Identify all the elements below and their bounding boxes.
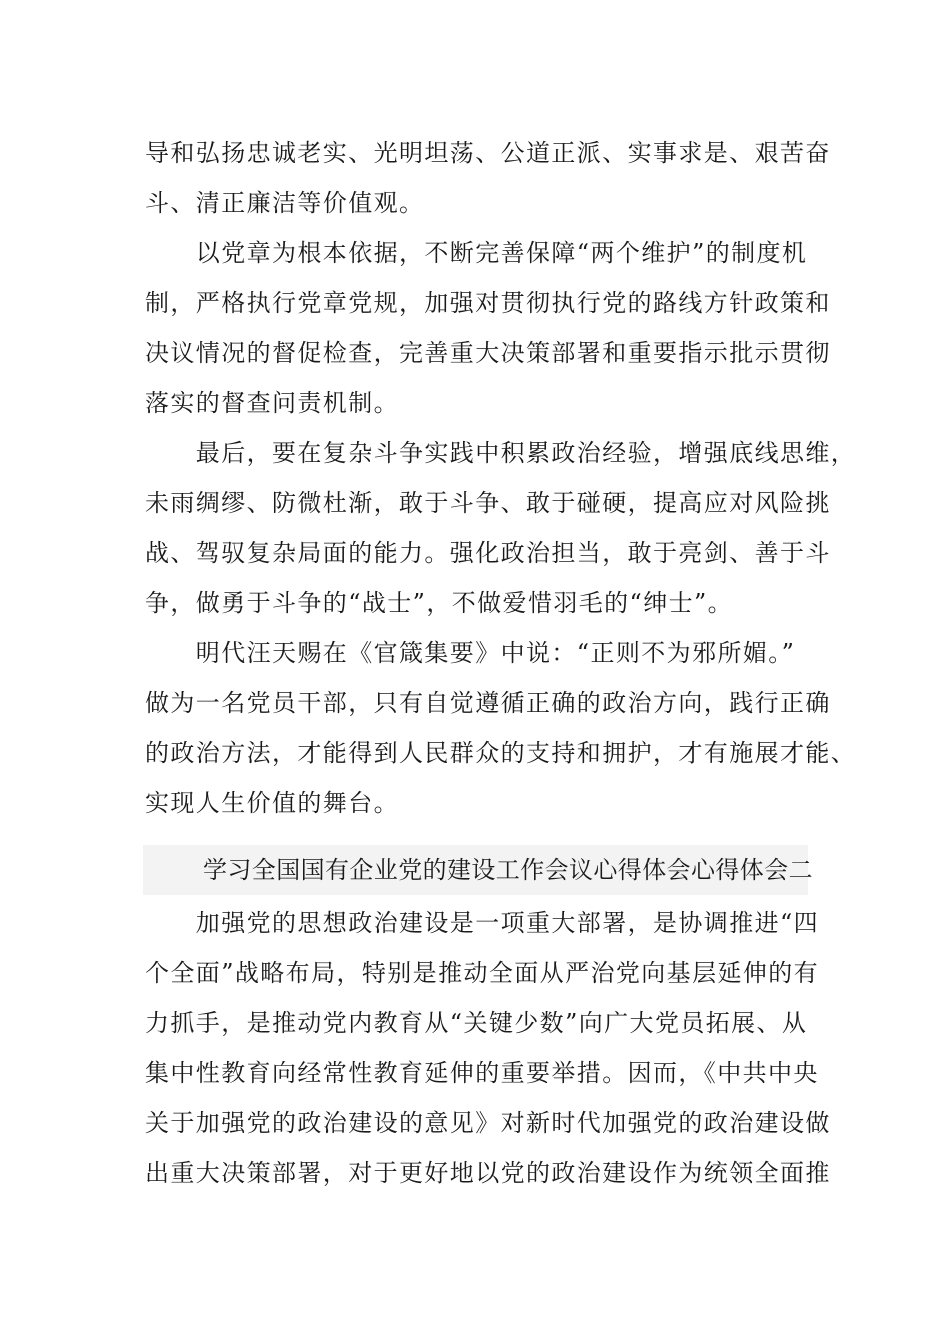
text-line: 争，做勇于斗争的“战士”，不做爱惜羽毛的“绅士”。 [145,589,734,617]
text-line: 制，严格执行党章党规，加强对贯彻执行党的路线方针政策和 [145,289,831,317]
text-line: 实现人生价值的舞台。 [145,789,399,817]
text-line: 出重大决策部署，对于更好地以党的政治建设作为统领全面推 [145,1159,831,1187]
text-line: 关于加强党的政治建设的意见》对新时代加强党的政治建设做 [145,1109,831,1137]
text-line: 个全面”战略布局，特别是推动全面从严治党向基层延伸的有 [145,959,820,987]
body-text-section-2 [145,898,831,1198]
text-line: 力抓手，是推动党内教育从“关键少数”向广大党员拓展、从 [145,1009,808,1037]
text-line: 斗、清正廉洁等价值观。 [145,189,425,217]
text-line: 加强党的思想政治建设是一项重大部署，是协调推进“四 [145,909,820,937]
text-line: 最后，要在复杂斗争实践中积累政治经验，增强底线思维， [145,439,857,467]
text-line: 未雨绸缪、防微杜渐，敢于斗争、敢于碰硬，提高应对风险挑 [145,489,831,517]
text-line: 明代汪天赐在《官箴集要》中说：“正则不为邪所媚。” [145,639,796,667]
text-line: 导和弘扬忠诚老实、光明坦荡、公道正派、实事求是、艰苦奋 [145,139,831,167]
text-line: 集中性教育向经常性教育延伸的重要举措。因而，《中共中央 [145,1059,819,1087]
text-line: 决议情况的督促检查，完善重大决策部署和重要指示批示贯彻 [145,339,831,367]
text-line: 做为一名党员干部，只有自觉遵循正确的政治方向，践行正确 [145,689,831,717]
text-line: 战、驾驭复杂局面的能力。强化政治担当，敢于亮剑、善于斗 [145,539,831,567]
text-line: 以党章为根本依据，不断完善保障“两个维护”的制度机 [145,239,808,267]
text-line: 的政治方法，才能得到人民群众的支持和拥护，才有施展才能、 [145,739,857,767]
body-text-section-1 [145,128,857,828]
section-heading: 学习全国国有企业党的建设工作会议心得体会心得体会二 [203,856,813,884]
text-line: 落实的督查问责机制。 [145,389,399,417]
